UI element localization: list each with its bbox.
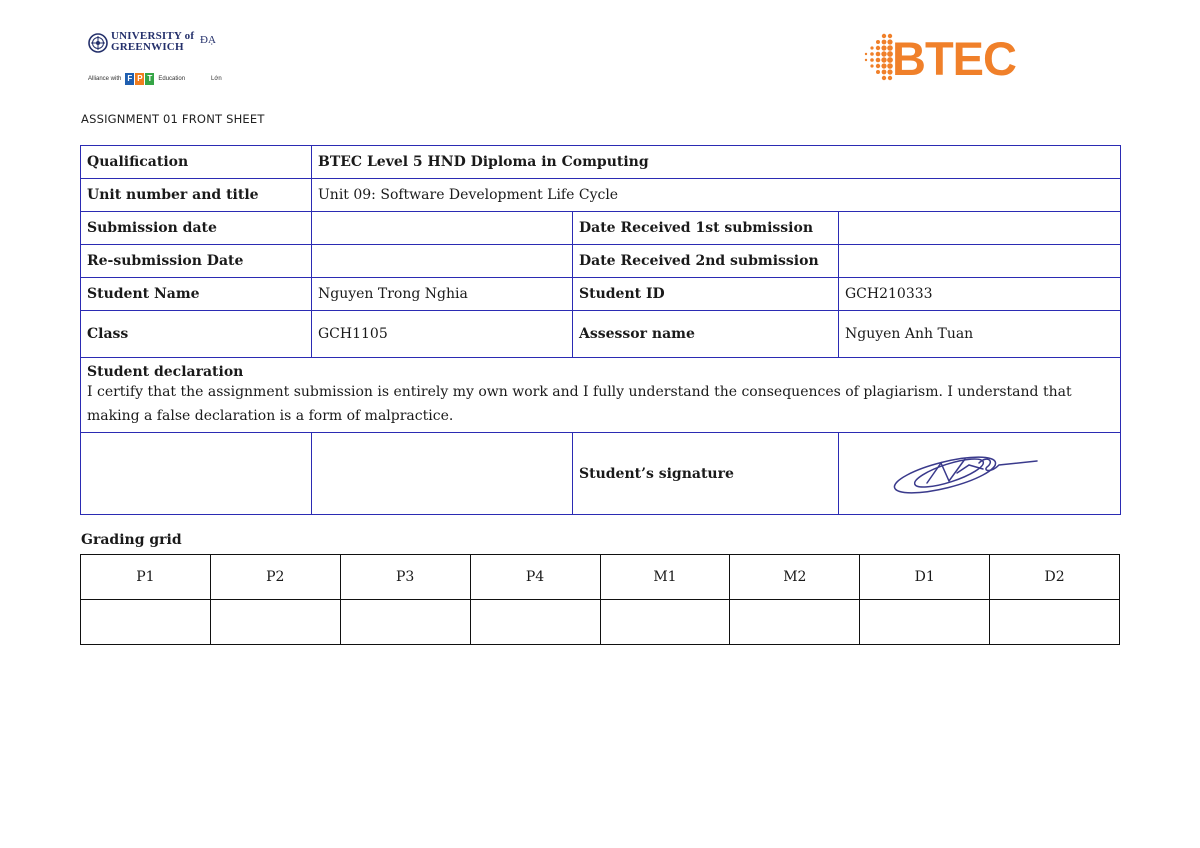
submission-row bbox=[81, 212, 1121, 245]
unit-label: Unit number and title bbox=[81, 179, 312, 212]
student-name-value: Nguyen Trong Nghia bbox=[312, 278, 573, 311]
qualification-row bbox=[81, 146, 1121, 179]
qualification-value: BTEC Level 5 HND Diploma in Computing bbox=[312, 146, 1121, 179]
grade-d2[interactable] bbox=[990, 600, 1120, 645]
criterion-m1: M1 bbox=[600, 555, 730, 600]
resubmission-row bbox=[81, 245, 1121, 278]
declaration-text: I certify that the assignment submission is entirely my own work and I fully understand the consequences of plagiarism. I understand that making a false declaration is a form of malpractice. bbox=[87, 384, 1072, 424]
criterion-m2: M2 bbox=[730, 555, 860, 600]
criterion-d1: D1 bbox=[860, 555, 990, 600]
grading-value-row bbox=[81, 600, 1120, 645]
blank-cell-1 bbox=[81, 433, 312, 515]
criterion-p4: P4 bbox=[470, 555, 600, 600]
criterion-p3: P3 bbox=[340, 555, 470, 600]
class-value: GCH1105 bbox=[312, 311, 573, 358]
signature-row bbox=[81, 433, 1121, 515]
grading-grid-title: Grading grid bbox=[81, 532, 182, 548]
btec-wordmark: BTEC bbox=[892, 32, 1016, 85]
resubmission-date-field[interactable] bbox=[312, 245, 573, 278]
grade-d1[interactable] bbox=[860, 600, 990, 645]
fpt-letter-t: T bbox=[145, 73, 154, 85]
alliance-tail: Lớn bbox=[211, 76, 222, 82]
alliance-prefix: Alliance with bbox=[88, 76, 122, 82]
btec-dots-icon bbox=[860, 30, 896, 86]
btec-logo bbox=[860, 30, 1035, 86]
submission-date-label: Submission date bbox=[81, 212, 312, 245]
student-id-label: Student ID bbox=[573, 278, 839, 311]
signature-cell bbox=[839, 433, 1121, 515]
unit-value: Unit 09: Software Development Life Cycle bbox=[312, 179, 1121, 212]
date-received-1-field[interactable] bbox=[839, 212, 1121, 245]
blank-cell-2 bbox=[312, 433, 573, 515]
grade-m2[interactable] bbox=[730, 600, 860, 645]
university-suffix: ĐẠ bbox=[200, 34, 216, 46]
date-received-2-field[interactable] bbox=[839, 245, 1121, 278]
student-name-label: Student Name bbox=[81, 278, 312, 311]
grade-p4[interactable] bbox=[470, 600, 600, 645]
grading-grid bbox=[80, 554, 1120, 645]
alliance-suffix: Education bbox=[158, 76, 186, 82]
document-title: ASSIGNMENT 01 FRONT SHEET bbox=[81, 112, 265, 126]
student-row bbox=[81, 278, 1121, 311]
grade-m1[interactable] bbox=[600, 600, 730, 645]
grade-p1[interactable] bbox=[81, 600, 211, 645]
grading-header-row bbox=[81, 555, 1120, 600]
handwritten-signature bbox=[887, 439, 1047, 509]
greenwich-crest-icon bbox=[88, 32, 108, 54]
submission-date-field[interactable] bbox=[312, 212, 573, 245]
assessor-value: Nguyen Anh Tuan bbox=[839, 311, 1121, 358]
fpt-logo bbox=[125, 73, 154, 85]
unit-row bbox=[81, 179, 1121, 212]
class-row bbox=[81, 311, 1121, 358]
class-label: Class bbox=[81, 311, 312, 358]
signature-label: Student’s signature bbox=[573, 433, 839, 515]
grade-p2[interactable] bbox=[210, 600, 340, 645]
student-id-value: GCH210333 bbox=[839, 278, 1121, 311]
date-received-1-label: Date Received 1st submission bbox=[573, 212, 839, 245]
assessor-label: Assessor name bbox=[573, 311, 839, 358]
criterion-d2: D2 bbox=[990, 555, 1120, 600]
student-declaration bbox=[81, 358, 1121, 433]
greenwich-fpt-logo bbox=[88, 30, 228, 90]
fpt-letter-f: F bbox=[125, 73, 134, 85]
university-name: UNIVERSITY of GREENWICH bbox=[111, 30, 195, 53]
date-received-2-label: Date Received 2nd submission bbox=[573, 245, 839, 278]
criterion-p2: P2 bbox=[210, 555, 340, 600]
declaration-heading: Student declaration bbox=[87, 364, 244, 380]
resubmission-date-label: Re-submission Date bbox=[81, 245, 312, 278]
declaration-row bbox=[81, 358, 1121, 433]
fpt-letter-p: P bbox=[137, 74, 143, 83]
assignment-info-table bbox=[80, 145, 1121, 515]
fpt-alliance-row bbox=[88, 72, 222, 86]
qualification-label: Qualification bbox=[81, 146, 312, 179]
grade-p3[interactable] bbox=[340, 600, 470, 645]
criterion-p1: P1 bbox=[81, 555, 211, 600]
